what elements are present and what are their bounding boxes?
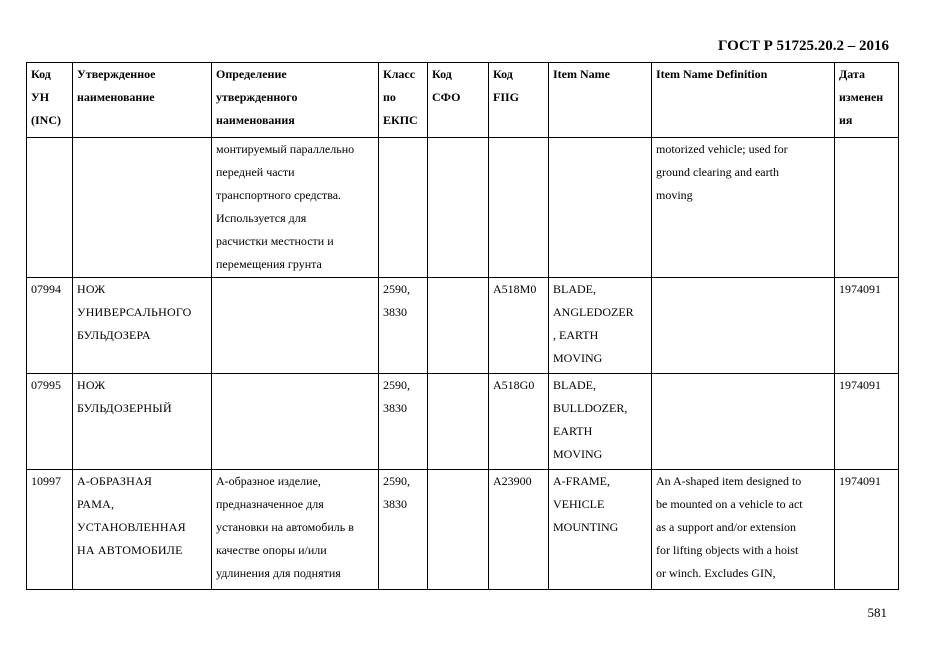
table-row [27, 278, 899, 374]
cell-line: 1974091 [839, 282, 881, 296]
document-standard-header: ГОСТ Р 51725.20.2 – 2016 [717, 38, 889, 54]
column-inc-cell [27, 138, 73, 278]
table-header-row [27, 63, 899, 138]
table-row [27, 470, 899, 590]
column-fiig-cell [489, 470, 549, 590]
cell-line: Используется для [216, 211, 307, 225]
cell-line: BULLDOZER, [553, 401, 628, 415]
cell-line: 1974091 [839, 474, 881, 488]
column-date-cell [835, 278, 899, 374]
column-class-cell [379, 138, 428, 278]
column-class-header [379, 63, 428, 138]
cell-line: MOUNTING [553, 520, 619, 534]
column-fiig-header [489, 63, 549, 138]
cell-line: НОЖ [77, 282, 106, 296]
column-date-header [835, 63, 899, 138]
column-item-name-definition-cell [652, 278, 835, 374]
cell-line: ground clearing and earth [656, 165, 779, 179]
column-date-cell [835, 374, 899, 470]
column-date-cell [835, 138, 899, 278]
column-definition-header [212, 63, 379, 138]
column-item-name-cell [549, 138, 652, 278]
column-item-name-cell [549, 278, 652, 374]
cell-line: 3830 [383, 497, 407, 511]
cell-line: VEHICLE [553, 497, 605, 511]
table-row [27, 374, 899, 470]
column-item-name-cell [549, 374, 652, 470]
header-line: FIIG [493, 90, 520, 104]
cell-line: монтируемый параллельно [216, 142, 355, 156]
column-sfo-cell [428, 138, 489, 278]
cell-line: 07995 [31, 378, 61, 392]
cell-line: An A-shaped item designed to [656, 474, 802, 488]
cell-line: 2590, [383, 474, 410, 488]
cell-line: MOVING [553, 351, 603, 365]
page-number: 581 [867, 605, 887, 620]
column-approved-name-cell [73, 138, 212, 278]
header-line: Определение [216, 67, 287, 81]
header-line: Дата [839, 67, 865, 81]
header-line: утвержденного [216, 90, 298, 104]
cell-line: 2590, [383, 282, 410, 296]
column-definition-cell [212, 278, 379, 374]
cell-line: , EARTH [553, 328, 599, 342]
cell-line: предназначенное для [216, 497, 324, 511]
cell-line: УСТАНОВЛЕННАЯ [77, 520, 186, 534]
column-class-cell [379, 374, 428, 470]
column-inc-cell [27, 374, 73, 470]
column-inc-cell [27, 470, 73, 590]
header-line: изменен [839, 90, 884, 104]
column-item-name-definition-cell [652, 374, 835, 470]
cell-line: удлинения для поднятия [216, 566, 341, 580]
cell-line: перемещения грунта [216, 257, 322, 271]
cell-line: РАМА, [77, 497, 115, 511]
column-item-name-definition-cell [652, 470, 835, 590]
cell-line: moving [656, 188, 693, 202]
header-line: наименование [77, 90, 155, 104]
column-item-name-definition-header [652, 63, 835, 138]
header-line: Утвержденное [77, 67, 156, 81]
column-inc-header [27, 63, 73, 138]
header-line: Item Name [553, 67, 610, 81]
cell-line: установки на автомобиль в [216, 520, 354, 534]
header-line: наименования [216, 113, 295, 127]
header-line: по [383, 90, 396, 104]
cell-line: as a support and/or extension [656, 520, 796, 534]
column-sfo-cell [428, 374, 489, 470]
column-fiig-cell [489, 374, 549, 470]
header-line: СФО [432, 90, 461, 104]
cell-line: for lifting objects with a hoist [656, 543, 799, 557]
header-line: Код [432, 67, 452, 81]
header-line: Item Name Definition [656, 67, 768, 81]
cell-line: ANGLEDOZER [553, 305, 634, 319]
column-fiig-cell [489, 138, 549, 278]
cell-line: 07994 [31, 282, 61, 296]
column-sfo-cell [428, 278, 489, 374]
cell-line: A518M0 [493, 282, 537, 296]
cell-line: БУЛЬДОЗЕРА [77, 328, 151, 342]
column-item-name-definition-cell [652, 138, 835, 278]
column-approved-name-cell [73, 470, 212, 590]
cell-line: or winch. Excludes GIN, [656, 566, 776, 580]
column-definition-cell [212, 374, 379, 470]
cell-line: расчистки местности и [216, 234, 334, 248]
column-approved-name-cell [73, 374, 212, 470]
column-class-cell [379, 470, 428, 590]
cell-line: 1974091 [839, 378, 881, 392]
cell-line: A518G0 [493, 378, 535, 392]
header-line: ия [839, 113, 853, 127]
cell-line: НА АВТОМОБИЛЕ [77, 543, 183, 557]
column-item-name-header [549, 63, 652, 138]
cell-line: 10997 [31, 474, 61, 488]
cell-line: 3830 [383, 305, 407, 319]
cell-line: be mounted on a vehicle to act [656, 497, 803, 511]
header-line: ЕКПС [383, 113, 418, 127]
column-date-cell [835, 470, 899, 590]
column-approved-name-header [73, 63, 212, 138]
header-line: УН [31, 90, 50, 104]
column-approved-name-cell [73, 278, 212, 374]
header-line: Код [493, 67, 513, 81]
column-definition-cell [212, 138, 379, 278]
header-line: (INC) [31, 113, 61, 127]
column-definition-cell [212, 470, 379, 590]
cell-line: А-ОБРАЗНАЯ [77, 474, 153, 488]
column-fiig-cell [489, 278, 549, 374]
column-sfo-cell [428, 470, 489, 590]
column-class-cell [379, 278, 428, 374]
cell-line: A-FRAME, [553, 474, 611, 488]
column-inc-cell [27, 278, 73, 374]
column-item-name-cell [549, 470, 652, 590]
cell-line: транспортного средства. [216, 188, 342, 202]
cell-line: 2590, [383, 378, 410, 392]
cell-line: 3830 [383, 401, 407, 415]
cell-line: НОЖ [77, 378, 106, 392]
cell-line: EARTH [553, 424, 593, 438]
cell-line: BLADE, [553, 378, 596, 392]
cell-line: A23900 [493, 474, 532, 488]
header-line: Код [31, 67, 51, 81]
cell-line: А-образное изделие, [216, 474, 321, 488]
cell-line: motorized vehicle; used for [656, 142, 788, 156]
cell-line: MOVING [553, 447, 603, 461]
cell-line: УНИВЕРСАЛЬНОГО [77, 305, 192, 319]
cell-line: BLADE, [553, 282, 596, 296]
header-line: Класс [383, 67, 416, 81]
cell-line: БУЛЬДОЗЕРНЫЙ [77, 401, 172, 415]
table-row [27, 138, 899, 278]
cell-line: качестве опоры и/или [216, 543, 327, 557]
cell-line: передней части [216, 165, 295, 179]
nomenclature-table [26, 62, 899, 590]
column-sfo-header [428, 63, 489, 138]
